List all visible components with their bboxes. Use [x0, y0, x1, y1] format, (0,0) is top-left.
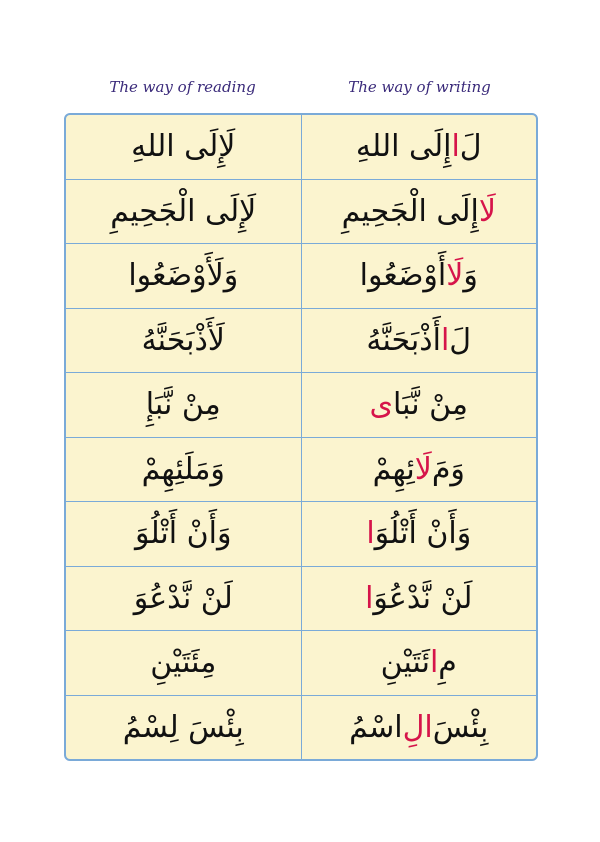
silent-letter-highlight: لَا	[414, 451, 432, 487]
writing-cell	[302, 115, 537, 179]
table-row	[66, 179, 536, 244]
writing-cell	[302, 631, 537, 695]
silent-letter-highlight: ا	[429, 645, 439, 681]
silent-letter-highlight: لَا	[478, 193, 496, 229]
reading-cell: لَنْ نَّدْعُوَ	[66, 567, 302, 631]
writing-text: ئَتَيْنِ	[380, 645, 430, 681]
column-headers	[64, 78, 538, 104]
writing-text: لَ	[449, 322, 472, 358]
writing-cell	[302, 244, 537, 308]
writing-text: ئِهِمْ	[372, 451, 415, 487]
reading-cell: لَأَذْبَحَنَّهُ	[66, 309, 302, 373]
table-row	[66, 566, 536, 631]
writing-text: اسْمُ	[349, 709, 403, 745]
reading-cell: لَإِلَى الْجَحِيمِ	[66, 180, 302, 244]
table-row	[66, 308, 536, 373]
reading-cell: مِنْ نَّبَإِ	[66, 373, 302, 437]
table-row	[66, 115, 536, 179]
reading-cell: وَلَأَوْضَعُوا	[66, 244, 302, 308]
silent-letter-highlight: ا	[451, 129, 460, 165]
writing-text: أَذْبَحَنَّهُ	[366, 322, 441, 358]
writing-text: أَوْضَعُوا	[359, 258, 447, 294]
table-row	[66, 695, 536, 760]
reading-cell: بِئْسَ لِسْمُ	[66, 696, 302, 760]
writing-cell	[302, 373, 537, 437]
writing-cell	[302, 502, 537, 566]
silent-letter-highlight: ا	[366, 516, 375, 552]
writing-cell	[302, 309, 537, 373]
table-row	[66, 243, 536, 308]
writing-text: بِئْسَ	[432, 709, 489, 745]
table-row	[66, 501, 536, 566]
writing-text: إِلَى الْجَحِيمِ	[341, 193, 479, 229]
reading-cell: وَأَنْ أَتْلُوَ	[66, 502, 302, 566]
silent-letter-highlight: لَا	[446, 258, 464, 294]
comparison-table	[64, 113, 538, 761]
writing-text: وَأَنْ أَتْلُوَ	[374, 516, 472, 552]
reading-cell: مِئَتَيْنِ	[66, 631, 302, 695]
writing-text: لَ	[459, 129, 482, 165]
writing-text: مِ	[438, 645, 457, 681]
silent-letter-highlight: الِ	[402, 709, 433, 745]
silent-letter-highlight: ى	[369, 387, 393, 423]
writing-text: وَمَ	[431, 451, 465, 487]
writing-cell	[302, 567, 537, 631]
writing-text: مِنْ نَّبَا	[393, 387, 468, 423]
writing-text: إِلَى اللهِ	[355, 129, 452, 165]
table-row	[66, 372, 536, 437]
header-reading: The way of reading	[109, 78, 256, 96]
writing-text: لَنْ نَّدْعُوَ	[373, 580, 473, 616]
reading-cell: لَإِلَى اللهِ	[66, 115, 302, 179]
table-row	[66, 437, 536, 502]
writing-cell	[302, 696, 537, 760]
writing-text: وَ	[463, 258, 478, 294]
writing-cell	[302, 180, 537, 244]
silent-letter-highlight: ا	[365, 580, 374, 616]
writing-cell	[302, 438, 537, 502]
reading-cell: وَمَلَئِهِمْ	[66, 438, 302, 502]
table-row	[66, 630, 536, 695]
header-writing: The way of writing	[348, 78, 491, 96]
silent-letter-highlight: ا	[440, 322, 450, 358]
